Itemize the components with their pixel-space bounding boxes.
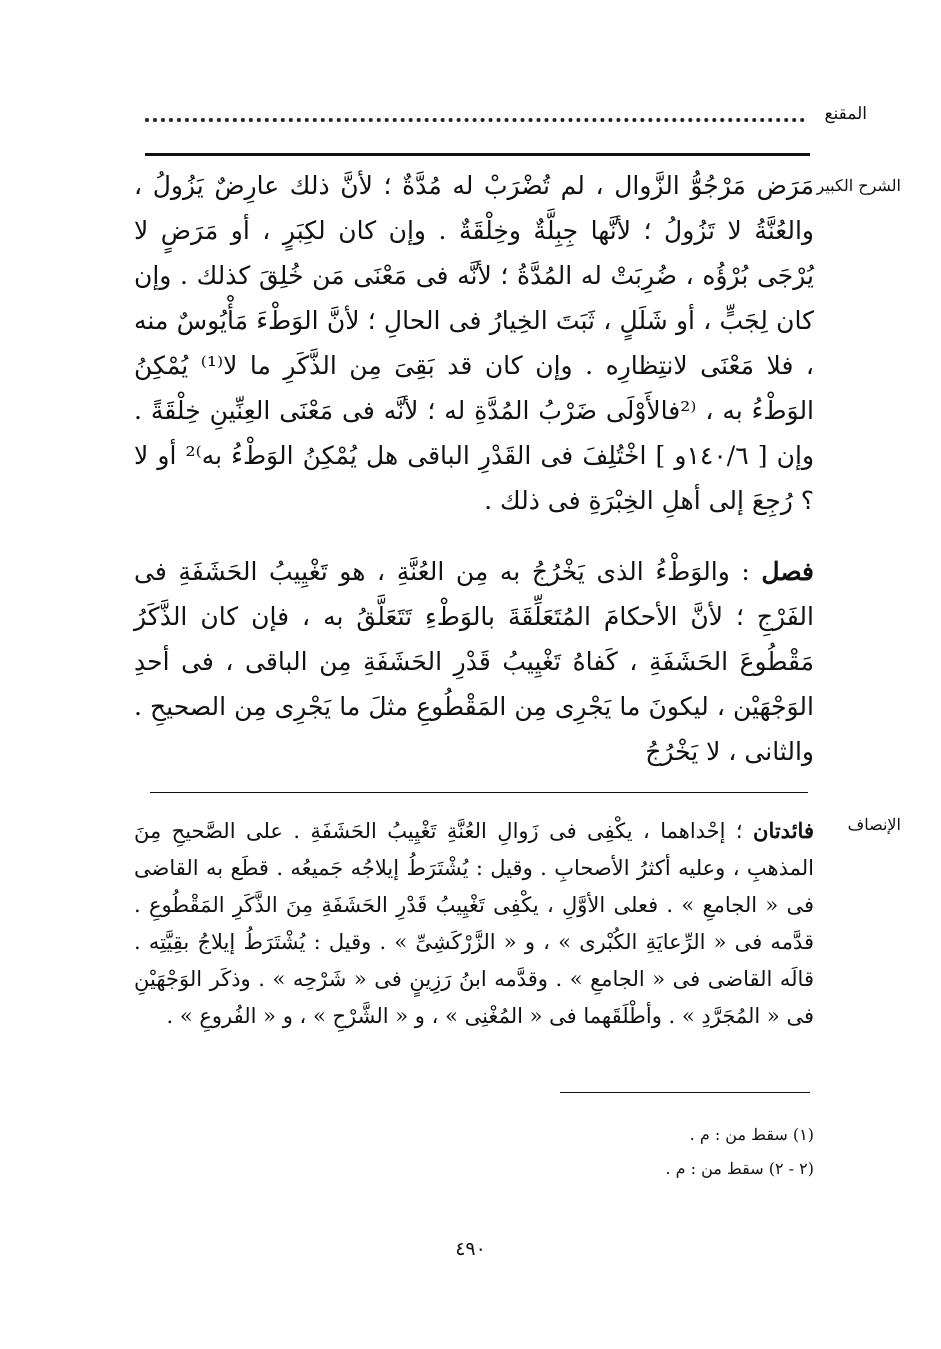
margin-label-insaf: الإنصاف xyxy=(847,815,901,834)
sharh-paragraph-2-body: : والوَطْءُ الذى يَخْرُجُ به مِن العُنَّةِ ، هو تَغْيِيبُ الحَشَفَةِ فى الفَرْجِ ؛ لأنَّ الأحكامَ المُتَعَلِّقَةَ بالوَطْءِ تَتَعَلَّقُ به ، فإن كان الذَّكَرُ مَقْطُوعَ الحَشَفَةِ ، كَفاهُ تَغْيِيبُ قَدْرِ الحَشَفَةِ مِن الباقى ، فى أحدِ الوَجْهَيْن ، ليكونَ ما يَجْرِى مِن المَقْطُوعِ مثلَ ما يَجْرِى مِن الصحيحِ . والثانى ، لا يَخْرُجُ xyxy=(134,557,814,766)
sharh-paragraph-1: مَرَض مَرْجُوُّ الزَّوال ، لم تُضْرَبْ له مُدَّةٌ ؛ لأنَّ ذلك عارِضٌ يَزُولُ ، والعُنَّةُ لا تَزُولُ ؛ لأنَّها جِبِلَّةٌ وخِلْقَةٌ . وإن كان لكِبَرٍ ، أو مَرَضٍ لا يُرْجَى بُرْؤُه ، ضُرِبَتْ له المُدَّةُ ؛ لأنَّه فى مَعْنَى مَن خُلِقَ كذلك . وإن كان لِجَبٍّ ، أو شَلَلٍ ، ثَبَتَ الخِيارُ فى الحالِ ؛ لأنَّ الوَطْءَ مَأْيُوسٌ منه ، فلا مَعْنَى لانتِظارِه . وإن كان قد بَقِىَ مِن الذَّكَرِ ما لا⁽¹⁾ يُمْكِنُ الوَطْءُ به ، ⁽²فالأَوْلَى ضَرْبُ المُدَّةِ له ؛ لأنَّه فى مَعْنَى العِنِّينِ خِلْقَةً . وإن [ ١٤٠/٦و ] اخْتُلِفَ فى القَدْرِ الباقى هل يُمْكِنُ الوَطْءُ به⁾² أو لا ؟ رُجِعَ إلى أهلِ الخِبْرَةِ فى ذلك . xyxy=(134,171,815,515)
footnote-2: (٢ - ٢) سقط من : م . xyxy=(665,1159,814,1178)
header-dotted-rule xyxy=(145,118,805,122)
insaf-text xyxy=(134,812,814,1035)
footnote-rule xyxy=(560,1092,810,1093)
section-divider xyxy=(150,792,808,793)
insaf-body: ؛ إحْداهما ، يكْفِى فى زَوالِ العُنَّةِ تَغْيِيبُ الحَشَفَةِ . على الصَّحيحِ مِنَ المذهبِ ، وعليه أكثرُ الأصحابِ . وقيل : يُشْتَرَطُ إيلاجُه جَميعُه . قطَع به القاضى فى « الجامعِ » . فعلى الأوَّلِ ، يكْفِى تَغْيِيبُ قَدْرِ الحَشَفَةِ مِنَ الذَّكَرِ المَقْطُوعِ . قدَّمه فى « الرِّعايَةِ الكُبْرى » ، و « الزَّرْكَشِىِّ » . وقيل : يُشْتَرَطُ إيلاجُ بقِيَّتِه . قالَه القاضى فى « الجامعِ » . وقدَّمه ابنُ رَزِينٍ فى « شَرْحِه » . وذكَر الوَجْهَيْنِ فى « المُجَرَّدِ » . وأطْلَقَهما فى « المُغْنِى » ، و « الشَّرْحِ » ، و « الفُروعِ » . xyxy=(134,819,814,1028)
margin-label-sharh: الشرح الكبير xyxy=(816,176,901,195)
footnotes xyxy=(134,1118,814,1186)
sharh-text xyxy=(134,163,814,774)
sharh-paragraph-2 xyxy=(134,549,814,774)
page-number: ٤٩٠ xyxy=(455,1238,486,1260)
insaf-lead: فائدتان xyxy=(753,818,814,843)
fasl-heading: فصل xyxy=(761,557,814,586)
footnote-1: (١) سقط من : م . xyxy=(689,1125,814,1144)
top-rule xyxy=(145,153,810,156)
header-title: المقنع xyxy=(824,104,867,124)
